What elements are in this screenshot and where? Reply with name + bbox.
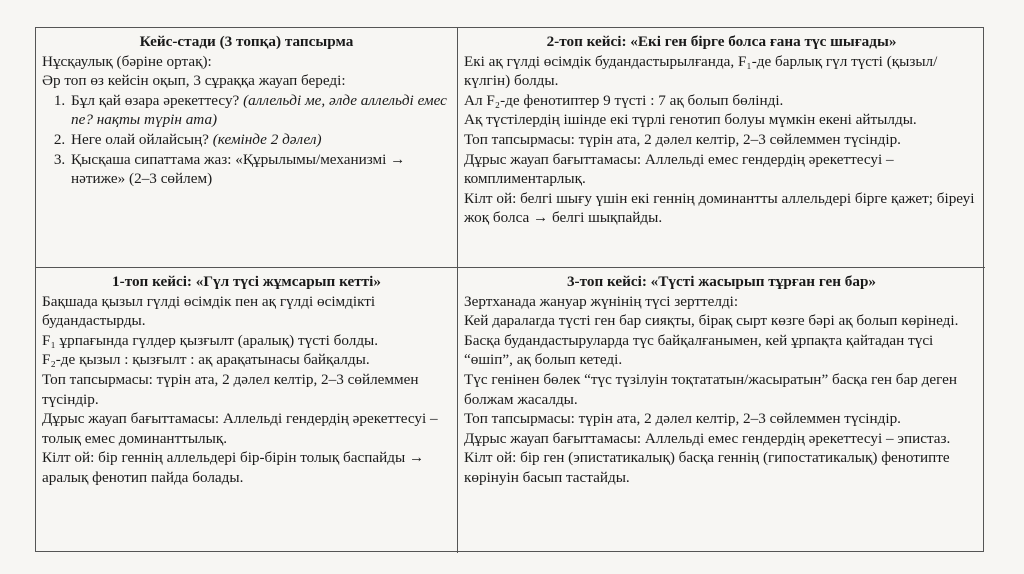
question-item: 1. Бұл қай өзара әрекеттесу? (аллельді ме, әлде аллельді емес пе? нақты түрін ата) <box>69 91 451 130</box>
case1-line: Бақшада қызыл гүлді өсімдік пен ақ гүлді өсімдікті будандастырды. <box>42 292 376 330</box>
case1-key-idea: Кілт ой: бір геннің аллельдері бір-бірін толық баспайды → аралық фенотип пайда болады. <box>42 449 425 486</box>
case2-cell <box>458 28 985 268</box>
instructions-line-2: Әр топ өз кейсін оқып, 3 сұраққа жауап береді: <box>42 72 346 90</box>
case2-line: Ал F₂-де фенотиптер 9 түсті : 7 ақ болып бөлінді. <box>464 91 784 109</box>
case3-line: Кей даралarда түсті ген бар сияқты, бірақ сырт көзге бәрі ақ болып көрінеді. <box>464 312 959 330</box>
case2-answer: Дұрыс жауап бағыттамасы: Аллельді емес гендердің әрекеттесуі – комплиментарлық. <box>464 150 894 188</box>
case2-title: 2-топ кейсі: «Екі ген бірге болса ғана түс шығады» <box>546 33 897 50</box>
case1-title: 1-топ кейсі: «Гүл түсі жұмсарып кетті» <box>112 273 381 290</box>
case1-cell <box>36 268 458 553</box>
case1-line: F₁ ұрпағында гүлдер қызғылт (аралық) түсті болды. <box>42 331 379 349</box>
case2-task: Топ тапсырмасы: түрін ата, 2 дәлел келтір, 2–3 сөйлеммен түсіндір. <box>464 130 901 148</box>
question-list <box>42 91 451 189</box>
case2-line: Ақ түстілердің ішінде екі түрлі генотип болуы мүмкін екені айтылды. <box>464 111 917 129</box>
question-item: 2. Неге олай ойлайсың? (кемінде 2 дәлел) <box>69 130 451 150</box>
case2-key-idea: Кілт ой: белгі шығу үшін екі геннің доминантты аллельдері бірге қажет; біреуі жоқ болса → белгі шықпайды. <box>464 189 975 227</box>
case1-task: Топ тапсырмасы: түрін ата, 2 дәлел келтір, 2–3 сөйлеммен түсіндір. <box>42 370 419 408</box>
case3-line: Басқа будандастыруларда түс байқалғанымен, кей ұрпақта қайтадан түсі “өшіп”, ақ болып кетеді. <box>464 331 934 369</box>
case3-line: Зертханада жануар жүнінің түсі зерттелді: <box>464 292 739 310</box>
question-item: 3. Қысқаша сипаттама жаз: «Құрылымы/механизмі → нәтиже» (2–3 сөйлем) <box>69 150 451 189</box>
case3-line: Түс генінен бөлек “түс түзілуін тоқтататын/жасыратын” басқа ген бар деген болжам жасалды. <box>464 370 958 408</box>
case-study-table <box>35 27 984 552</box>
case3-key-idea: Кілт ой: бір ген (эпистатикалық) басқа геннің (гипостатикалық) фенотипте көрінуін басып тастайды. <box>464 449 950 486</box>
instructions-cell <box>36 28 458 268</box>
case1-line: F₂-де қызыл : қызғылт : ақ арақатынасы байқалды. <box>42 351 370 369</box>
case3-answer: Дұрыс жауап бағыттамасы: Аллельді емес гендердің әрекеттесуі – эпистаз. <box>464 429 951 447</box>
case3-cell <box>458 268 985 553</box>
case1-answer: Дұрыс жауап бағыттамасы: Аллельді гендердің әрекеттесуі – толық емес доминанттылық. <box>42 410 438 447</box>
case3-title: 3-топ кейсі: «Түсті жасырып тұрған ген бар» <box>566 273 877 290</box>
instructions-line-1: Нұсқаулық (бәріне ортақ): <box>42 52 212 70</box>
case3-task: Топ тапсырмасы: түрін ата, 2 дәлел келтір, 2–3 сөйлеммен түсіндір. <box>464 410 901 428</box>
case2-line: Екі ақ гүлді өсімдік будандастырылғанда, F₁-де барлық гүл түсті (қызыл/күлгін) болды. <box>464 52 938 90</box>
instructions-title: Кейс-стади (3 топқа) тапсырма <box>139 33 354 50</box>
